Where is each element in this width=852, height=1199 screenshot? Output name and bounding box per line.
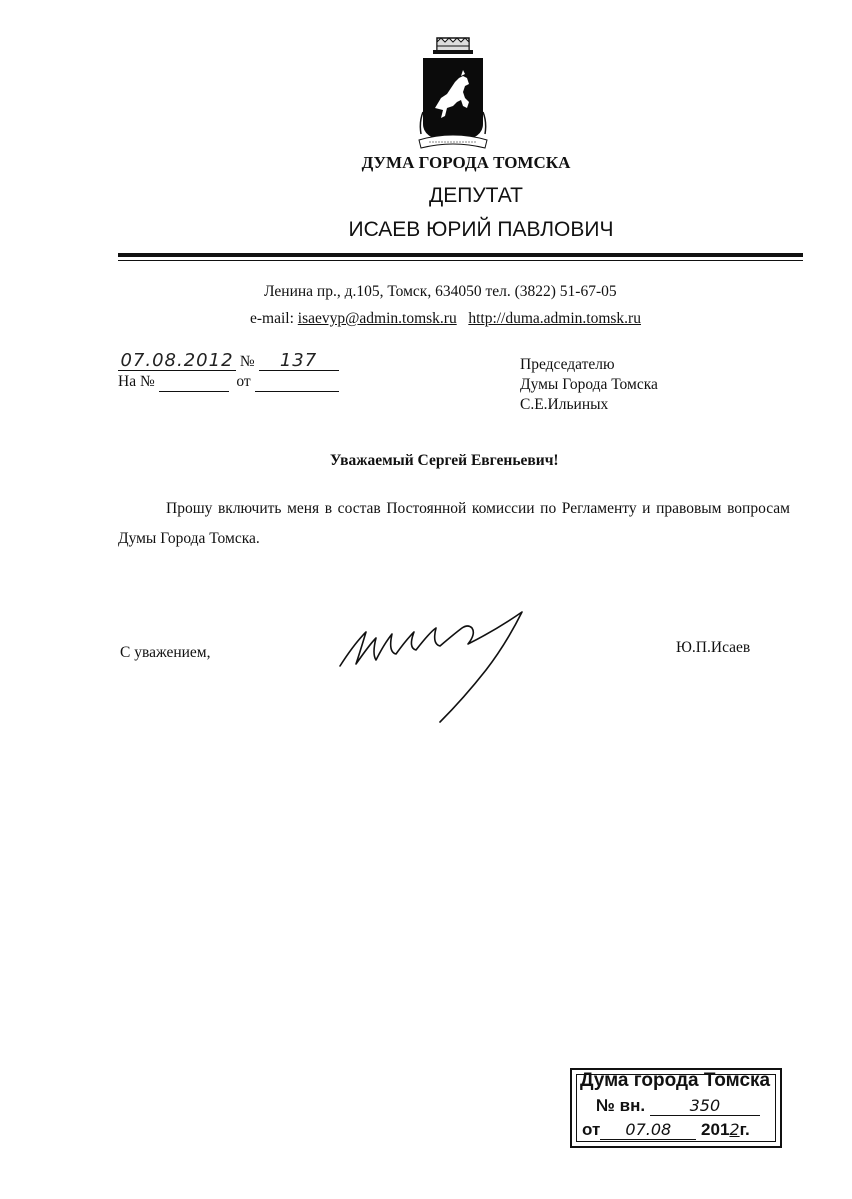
outgoing-reg-line [118,352,358,371]
position-title: ДЕПУТАТ [429,184,523,207]
incoming-registration-stamp [570,1068,782,1148]
handwritten-number: 137 [259,352,339,371]
contact-links [250,310,641,328]
addressee-line-2: Думы Города Томска [520,376,658,393]
reply-to-date-blank [255,373,339,392]
stamp-date-value: 07.08 [600,1120,696,1140]
signer-name: Ю.П.Исаев [676,639,751,656]
stamp-year-unit: г. [739,1120,750,1139]
from-label: от [236,373,251,390]
email-link[interactable]: isaevyp@admin.tomsk.ru [297,310,457,327]
letter-body: Прошу включить меня в состав Постоянной комиссии по Регламенту и правовым вопросам Думы Города Томска. [118,500,790,547]
addressee-block [520,355,658,415]
number-sign: № [239,353,255,370]
website-link[interactable]: http://duma.admin.tomsk.ru [468,310,641,327]
registration-block [118,352,358,392]
stamp-number-label: № вн. [596,1096,646,1115]
handwritten-signature [336,604,536,734]
email-label: e-mail: [250,310,294,327]
stamp-date-prefix: от [582,1120,601,1139]
header-divider-thick [118,253,803,257]
stamp-year-prefix: 201 [701,1120,730,1139]
header-divider-thin [118,260,803,261]
organization-heading: ДУМА ГОРОДА ТОМСКА [361,153,571,172]
stamp-title: Дума города Томска [580,1070,771,1091]
salutation: Уважаемый Сергей Евгеньевич! [330,452,559,469]
deputy-name: ИСАЕВ ЮРИЙ ПАВЛОВИЧ [348,218,614,241]
stamp-year-suffix: 2 [729,1120,740,1139]
addressee-line-3: С.Е.Ильиных [520,396,609,413]
reply-to-line [118,373,358,392]
closing-phrase: С уважением, [120,644,211,661]
handwritten-date: 07.08.2012 [118,352,236,371]
addressee-line-1: Председателю [520,356,615,373]
tomsk-coat-of-arms-emblem [417,36,489,154]
stamp-number-value: 350 [650,1096,760,1116]
address-line: Ленина пр., д.105, Томск, 634050 тел. (3822) 51-67-05 [264,283,617,300]
stamp-number-row [596,1096,760,1116]
stamp-date-row [582,1120,750,1140]
reply-to-label: На № [118,373,155,390]
reply-to-number-blank [159,373,229,392]
